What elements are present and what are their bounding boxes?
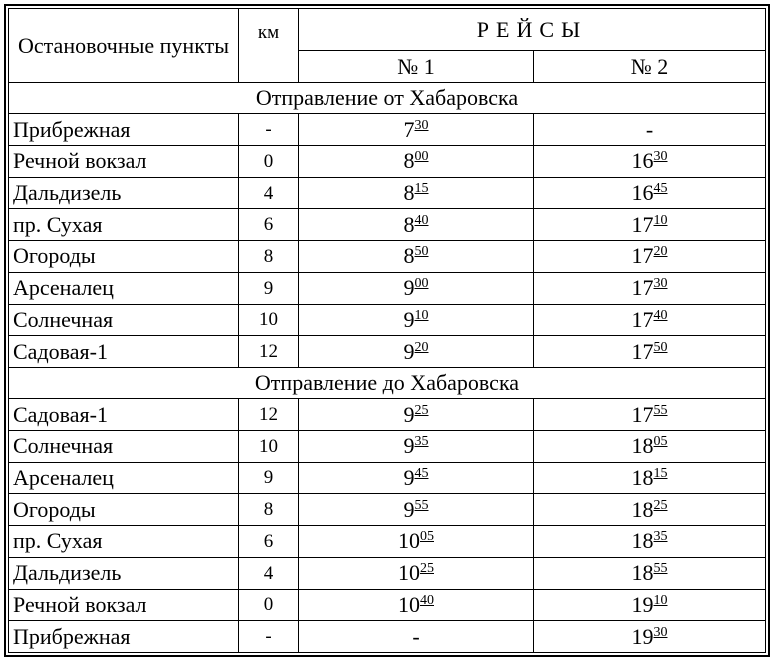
time-minutes: 35 (414, 434, 429, 450)
column-header-stops: Остановочные пункты (9, 9, 239, 83)
departure-time-trip-1 (299, 272, 534, 304)
time-hours: 10 (398, 560, 420, 586)
time-hours: 17 (631, 243, 654, 269)
stop-name: Прибрежная (9, 621, 239, 653)
stop-km: 12 (239, 399, 299, 431)
departure-time-trip-1 (299, 209, 534, 241)
time-hours: 16 (631, 148, 654, 174)
time-value (404, 182, 429, 204)
time-minutes: 25 (414, 402, 429, 418)
time-hours: 8 (403, 243, 415, 269)
time-minutes: 10 (653, 212, 668, 228)
stop-km: 0 (239, 145, 299, 177)
time-hours: 9 (403, 496, 415, 522)
departure-time-trip-2 (534, 526, 766, 558)
time-hours: 17 (631, 306, 654, 332)
stop-km: 8 (239, 494, 299, 526)
time-hours: 17 (631, 338, 654, 364)
stop-km: - (239, 621, 299, 653)
time-hours: 17 (631, 401, 654, 427)
stop-km: 6 (239, 526, 299, 558)
departure-time-trip-1 (299, 304, 534, 336)
time-value (632, 562, 668, 584)
time-minutes: 20 (414, 339, 429, 355)
table-row (9, 430, 766, 462)
time-value (631, 496, 668, 522)
time-minutes: 30 (414, 117, 429, 133)
stop-km: 10 (239, 430, 299, 462)
table-row (9, 557, 766, 589)
time-minutes: 40 (653, 307, 668, 323)
departure-time-trip-1 (299, 114, 534, 146)
stop-name: Солнечная (9, 304, 239, 336)
time-hours: 9 (403, 401, 415, 427)
departure-time-trip-1 (299, 494, 534, 526)
stop-name: пр. Сухая (9, 526, 239, 558)
time-minutes: 25 (653, 497, 668, 513)
time-value (398, 591, 434, 617)
time-value (403, 116, 429, 142)
stop-km: 10 (239, 304, 299, 336)
stop-km: 9 (239, 462, 299, 494)
departure-time-trip-2 (534, 177, 766, 209)
no-departure: - (412, 623, 420, 649)
time-hours: 19 (631, 591, 654, 617)
time-value (403, 338, 429, 364)
time-value (404, 435, 429, 457)
stop-name: Арсеналец (9, 272, 239, 304)
departure-time-trip-2 (534, 304, 766, 336)
time-minutes: 15 (414, 181, 429, 197)
stop-km: - (239, 114, 299, 146)
time-hours: 19 (631, 623, 654, 649)
section-row (9, 367, 766, 398)
departure-time-trip-1 (299, 145, 534, 177)
time-hours: 8 (403, 180, 415, 206)
time-hours: 8 (403, 211, 415, 237)
stop-km: 9 (239, 272, 299, 304)
departure-time-trip-2 (534, 209, 766, 241)
stop-km: 6 (239, 209, 299, 241)
time-value (403, 496, 429, 522)
time-minutes: 10 (414, 307, 429, 323)
section-title: Отправление от Хабаровска (9, 83, 766, 114)
time-hours: 9 (403, 275, 415, 301)
time-value (632, 435, 668, 457)
stop-name: Дальдизель (9, 177, 239, 209)
departure-time-trip-1 (299, 589, 534, 621)
departure-time-trip-2 (534, 462, 766, 494)
time-hours: 10 (398, 528, 420, 554)
departure-time-trip-2 (534, 399, 766, 431)
time-hours: 18 (631, 496, 654, 522)
departure-time-trip-2 (534, 494, 766, 526)
time-value (631, 591, 668, 617)
column-header-trips: РЕЙСЫ (299, 9, 766, 51)
time-minutes: 00 (414, 276, 429, 292)
time-hours: 18 (631, 464, 654, 490)
time-value (631, 623, 668, 649)
table-row (9, 462, 766, 494)
time-minutes: 40 (420, 592, 434, 608)
time-value (404, 245, 429, 267)
time-value (403, 211, 429, 237)
stop-name: Огороды (9, 241, 239, 273)
column-header-trip-1: № 1 (299, 51, 534, 83)
time-minutes: 55 (653, 561, 668, 577)
departure-time-trip-1 (299, 177, 534, 209)
time-value (403, 464, 429, 490)
no-departure: - (645, 116, 654, 142)
stop-name: Дальдизель (9, 557, 239, 589)
section-row (9, 83, 766, 114)
departure-time-trip-2 (534, 621, 766, 653)
time-hours: 17 (631, 275, 654, 301)
departure-time-trip-1 (299, 557, 534, 589)
time-minutes: 50 (653, 339, 668, 355)
departure-time-trip-1 (299, 621, 534, 653)
stop-km: 4 (239, 557, 299, 589)
time-minutes: 35 (653, 529, 668, 545)
time-value (404, 277, 429, 299)
table-row (9, 272, 766, 304)
column-header-trip-2: № 2 (534, 51, 766, 83)
table-row (9, 589, 766, 621)
time-hours: 18 (631, 528, 654, 554)
departure-time-trip-1 (299, 399, 534, 431)
time-hours: 9 (403, 464, 415, 490)
departure-time-trip-1 (299, 336, 534, 368)
table-row (9, 399, 766, 431)
departure-time-trip-2 (534, 145, 766, 177)
timetable-document (4, 4, 770, 657)
time-value (631, 306, 668, 332)
time-minutes: 30 (653, 624, 668, 640)
time-minutes: 10 (653, 592, 668, 608)
time-value (404, 150, 429, 172)
time-value (398, 562, 434, 584)
time-minutes: 05 (653, 434, 668, 450)
departure-time-trip-1 (299, 241, 534, 273)
departure-time-trip-2 (534, 272, 766, 304)
time-value (631, 211, 668, 237)
table-row (9, 336, 766, 368)
stop-name: Огороды (9, 494, 239, 526)
time-hours: 9 (403, 338, 415, 364)
time-hours: 16 (631, 180, 654, 206)
departure-time-trip-1 (299, 526, 534, 558)
time-hours: 8 (403, 148, 415, 174)
time-value (632, 530, 668, 552)
table-row (9, 304, 766, 336)
table-row (9, 621, 766, 653)
departure-time-trip-2 (534, 589, 766, 621)
time-value (631, 338, 668, 364)
time-minutes: 55 (414, 497, 429, 513)
stop-name: пр. Сухая (9, 209, 239, 241)
time-value (403, 306, 429, 332)
timetable-body (9, 83, 766, 653)
section-title: Отправление до Хабаровска (9, 367, 766, 398)
time-minutes: 45 (414, 465, 429, 481)
time-minutes: 40 (414, 212, 429, 228)
departure-time-trip-1 (299, 430, 534, 462)
stop-km: 4 (239, 177, 299, 209)
table-row (9, 177, 766, 209)
stop-name: Речной вокзал (9, 145, 239, 177)
departure-time-trip-2 (534, 430, 766, 462)
stop-km: 0 (239, 589, 299, 621)
time-minutes: 55 (653, 402, 668, 418)
time-minutes: 30 (653, 276, 668, 292)
time-hours: 18 (631, 433, 654, 459)
time-minutes: 05 (420, 529, 434, 545)
time-value (632, 150, 668, 172)
time-hours: 7 (403, 116, 415, 142)
time-value (632, 182, 668, 204)
table-row (9, 526, 766, 558)
time-minutes: 30 (653, 149, 668, 165)
stop-name: Речной вокзал (9, 589, 239, 621)
time-minutes: 15 (653, 465, 668, 481)
time-minutes: 50 (414, 244, 429, 260)
time-value (403, 401, 429, 427)
stop-name: Солнечная (9, 430, 239, 462)
departure-time-trip-1 (299, 462, 534, 494)
table-row (9, 494, 766, 526)
stop-km: 8 (239, 241, 299, 273)
time-value (398, 530, 434, 552)
time-hours: 17 (631, 211, 654, 237)
stop-name: Прибрежная (9, 114, 239, 146)
stop-name: Садовая-1 (9, 399, 239, 431)
time-minutes: 45 (653, 181, 668, 197)
time-value (631, 464, 668, 490)
stop-km: 12 (239, 336, 299, 368)
time-minutes: 20 (653, 244, 668, 260)
table-row (9, 145, 766, 177)
time-hours: 9 (403, 433, 415, 459)
time-minutes: 25 (420, 561, 434, 577)
time-value (632, 277, 668, 299)
time-hours: 9 (403, 306, 415, 332)
departure-time-trip-2 (534, 336, 766, 368)
departure-time-trip-2 (534, 114, 766, 146)
table-row (9, 209, 766, 241)
stop-name: Арсеналец (9, 462, 239, 494)
timetable (8, 8, 766, 653)
time-value (632, 245, 668, 267)
time-hours: 18 (631, 560, 654, 586)
time-value (631, 401, 668, 427)
table-row (9, 241, 766, 273)
time-hours: 10 (398, 591, 420, 617)
column-header-km: км (239, 9, 299, 83)
time-minutes: 00 (414, 149, 429, 165)
table-row (9, 114, 766, 146)
stop-name: Садовая-1 (9, 336, 239, 368)
departure-time-trip-2 (534, 241, 766, 273)
departure-time-trip-2 (534, 557, 766, 589)
